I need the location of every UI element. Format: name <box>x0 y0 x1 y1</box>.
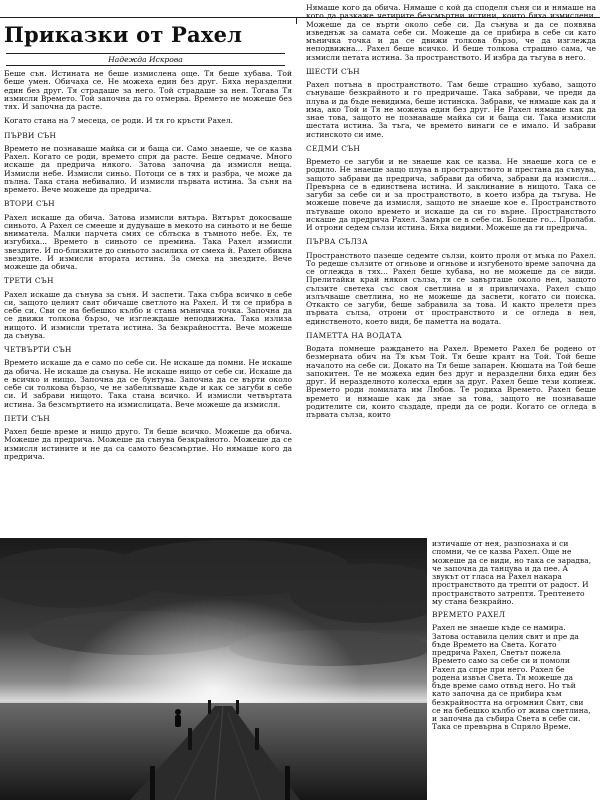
section-heading: ВТОРИ СЪН <box>4 199 55 209</box>
right-column <box>306 4 596 425</box>
figure-silhouette <box>175 709 181 727</box>
left-column <box>4 70 292 467</box>
section-heading: СЕДМИ СЪН <box>306 143 361 153</box>
section-text: Пространството пазеше седемте сълзи, които проля от мъка по Рахел. То редеше сълзите от огньове и огньове и изгубеното време започна да се оглежда в тях... Рахел беше хубава, но не можеше да се види. Прелитайки край някоя сълза, тя се завърташе около нея, защото сълзите светеха със своя светлина и я привличаха. Рахел също излъчваше светлина, но не можеше да засвети, когато си поиска. Откакто се загуби, беше забравила за това. И както прелетя през първата сълза, отрони от пространството и се огледа в нея, единственото, което видя, бе паметта на водата. <box>306 250 596 326</box>
section-text: Рахел искаше да обича. Затова измисли вятъра. Вятърът докосваше синьото. А Рахел се смееше и дудуваше в мекото на синьото и не беше вниматела. Малки парчета смях се сблъска в тъмното небе. Ех, те изгубиха... Времето в синьото се премина. Така Рахел измисли звездите. И по-близките до синьото засилиха от смеха й. Рахел обикна звездите. И измисли втората истина. За смеха на звездите. Вече можеше да обича. <box>4 212 292 271</box>
illustration-photo <box>0 538 427 800</box>
section-heading: ПЪРВА СЪЛЗА <box>306 237 368 247</box>
author-byline: Надежда Искрова <box>6 53 285 66</box>
section-heading: ПЪРВИ СЪН <box>4 130 57 140</box>
section-heading: ВРЕМЕТО РАХЕЛ <box>432 610 506 619</box>
intro-paragraph: Когато стана на 7 месеца, се роди. И тя го кръсти Рахел. <box>4 116 233 126</box>
section-heading: ТРЕТИ СЪН <box>4 276 54 286</box>
section-heading: ПЕТИ СЪН <box>4 413 50 423</box>
section-heading: ЧЕТВЪРТИ СЪН <box>4 345 72 354</box>
section-text: Времето се загуби и не знаеше как се казва. Не знаеше кога се е родило. Не знаеше защо плува в пространството и престана да сънува, защото забрави да предрича, забрави да обича, забрави да измисля... Превърна се в единствена истина. И заклинание в нищото. Така се загуби за себе си и за пространството, в което избра да тъгува. Не можеше повече да измисля, защото не знаеше кое е. Пространството пътуваше около времето и искаше да си го върне. Пространството искаше да предрича Рахел. Замъри се в себе си. Болеше го... Пролабя. И отрони седем сълзи истина. Бяха видими. Можеше да ги предрича. <box>306 157 596 232</box>
section-text: Рахел искаше да сънува за съня. И заспети. Така събра всичко в себе си, защото целият свят обичаше светлото на Рахел. И тя се прибра в себе си. Сви се на бебешко кълбо и стана мъничка точка. Започна да се движи толкова бързо, че изглеждаше неподвижна. Така излиза нищото. И измисли третата истина. За безкрайността. Вече можеше да сънува. <box>4 289 292 340</box>
section-heading: ШЕСТИ СЪН <box>306 66 360 76</box>
section-text: Рахел беше време и нищо друго. Тя беше всичко. Можеше да обича. Можеше да предрича. Можеше да сънува безкрайното. Можеше да се измисля истините и не да са самото безсмъртие. Но нямаше кого да предрича. <box>4 427 292 461</box>
intro-paragraph: Беше сън. Истината не беше измислена още. Тя беше хубава. Той беше умен. Обичаха се. Не можеха един без друг. Бяха неразделни един без друг. Тя страдаше за него. Той страдаше за нея. Тогава Тя измисли Времето. Той започна да го отмерва. Времето не можеше без тях. И започна да расте. <box>4 69 292 111</box>
section-heading: ПАМЕТТА НА ВОДАТА <box>306 330 402 340</box>
narrow-column <box>432 540 592 737</box>
right-intro-paragraph: Нямаше кого да обича. Нямаше с кой да споделя съня си и нямаше на кого да разкаже четирите безсмъртни истини, които бяха измислени. Можеше да се върти около себе си. Да сънува и да се появява изведнъж за самата себе си. Можеше да се прибира в себе си като мъничка точка и да се движи толкова бързо, че да изглежда неподвижна... Рахел беше всичко. И беше толкова страшно сама, че измисли петата истина. За пространството. И избра да тъгува в него. <box>306 3 596 62</box>
page-title: Приказки от Рахел <box>4 22 243 47</box>
section-text: Времето не познаваше майка си и баща си. Само знаеше, че се казва Рахел. Когато се роди, времето спря да расте. Беше седмаче. Много искаше да предрича някого. Затова започна да измисля неща. Измисли небе. Измисли синьо. Потоци се в тях и разбра, че може да пълна. Така стана небивалио. И измисли първата истина. За съня на времето. Вече можеше да предрича. <box>4 143 292 194</box>
section-text: Водата помнеше раждането на Рахел. Времето Рахел бе родено от безмерната обич на Тя към Той. Тя беше краят на Той. Той беше началото на себе си. Докато на Тя беше запарен. Кюшата на Той беше запокитен. Те не можеха един без друг и неразделни бяха един без друг. И неразделното колесха един за друг. Рахел беше тези копиеж. Времето роди ломилата им Любов. Те родиха Времето. Рахел беше времето и нямаше как да знае за това, защото не познаваше родителите си, които създаде, преди да се роди. Когато се огледа в първата сълза, които <box>306 344 596 419</box>
section-text: изтичаше от нея, разпознаха и си спомни, че се казва Рахел. Още не можеше да се види, но така се зарадва, че започна да танцува и да пее. А звукът от гласа на Рахел накара пространството да трепти от радост. И пространството затрептя. Трептенето му стана безкрайно. <box>432 539 592 606</box>
section-text: Времето искаше да е само по себе си. Не искаше да помни. Не искаше да обича. Не искаше да сънува. Не искаше нищо от себе си. Искаше да е всичко и нищо. Започна да се бунтува. Започна да се върти около себе си толкова бързо, че не забелязваше къде и как се загуби в себе си. И забрави нищото. Така стана всичко. И измисли четвъртата истина. За безсмъртието на измислицата. Вече можеше да измисля. <box>4 358 292 409</box>
section-text: Рахел потъна в пространството. Там беше страшно хубаво, защото сънуваше безкрайното и го предричаше. Така забрави, че преди да плува и да бъде невидима, беше истинска. Забрави, че нямаше как да я има, ако Той и Тя не можеха един без друг. Не Рахел нямаше как да знае това, защото не познаваше майка си и баща си. Така измисли шестата истина. За тъга, че времето винаги се е имало. И забрави истинското си име. <box>306 80 596 139</box>
section-text: Рахел не знаеше къде се намира. Затова оставила целия свят и пре да бъде Времето на Света. Когато предрича Рахел, Светът пожела Времето само за себе си и помоли Рахел да спре при него. Рахел бе родена извън Света. Тя можеше да бъде време само отвъд него. Но тъй като започна да се прибира към безкрайността на огромния Свят, сви се на бебешко кълбо от жива светлина, и започна да събира Света в себе си. Така се превърна в Спряло Време. <box>432 623 591 732</box>
column-divider <box>296 17 297 24</box>
